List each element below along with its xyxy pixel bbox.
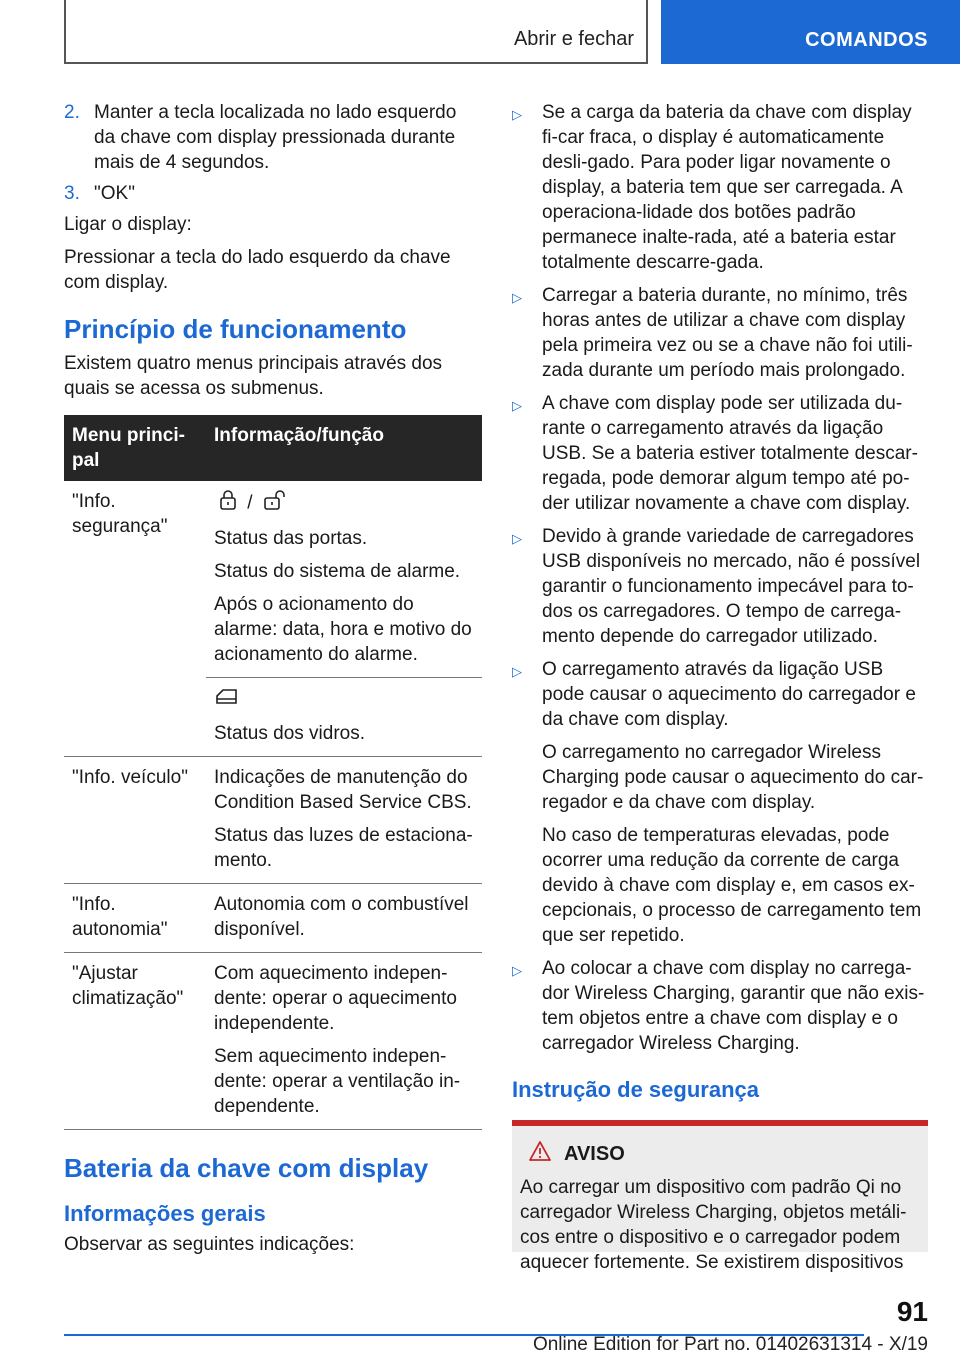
bullet-arrow-icon: ▷: [512, 107, 522, 122]
warning-title: [520, 1140, 920, 1169]
table-row: [64, 884, 482, 953]
icon-separator: /: [247, 492, 253, 514]
footer-edition: Online Edition for Part no. 01402631314 - X/19: [532, 1334, 928, 1355]
bullet-text: Carregar a bateria durante, no mínimo, três horas antes de utilizar a chave com display pela primeira vez ou se a chave não foi utili-zada durante um período mais prolongado.: [542, 285, 913, 381]
menu-table: [64, 415, 482, 1130]
table-cell-menu: "Info. autonomia": [64, 884, 206, 953]
lock-closed-icon: [218, 489, 238, 518]
table-cell-menu: "Info. veículo": [64, 757, 206, 884]
bullet-arrow-icon: ▷: [512, 398, 522, 413]
table-cell-info: [206, 481, 482, 678]
table-header-info: Informação/função: [206, 415, 482, 481]
table-header-row: [64, 415, 482, 481]
info-text: Sem aquecimento indepen-dente: operar a ventilação in-dependente.: [214, 1046, 461, 1117]
bullet-text: A chave com display pode ser utilizada du-rante o carregamento através da ligação USB. Se a bateria estiver totalmente descar-regada, pode demorar algum tempo até po-der utilizar novamente a chave com display.: [542, 393, 918, 514]
header-chapter-tab: [661, 0, 960, 64]
table-row: [64, 481, 482, 678]
table-cell-info: [206, 678, 482, 757]
bullet-text: Devido à grande variedade de carregadores USB disponíveis no mercado, não é possível garantir o funcionamento impecável para to-dos os carregadores. O tempo de carrega-mento depende do carregador utilizado.: [542, 526, 921, 647]
info-text: Autonomia com o combustível disponível.: [214, 894, 469, 940]
bullet-item: [512, 657, 928, 948]
info-text: Após o acionamento do alarme: data, hora e motivo do acionamento do alarme.: [214, 594, 472, 665]
info-text: Indicações de manutenção do Condition Based Service CBS.: [214, 767, 472, 813]
lock-open-icon: [262, 489, 290, 518]
table-cell-info: [206, 884, 482, 953]
header-section-tab: [64, 0, 648, 64]
info-text: Status das luzes de estaciona-mento.: [214, 825, 473, 871]
bullet-text: O carregamento no carregador Wireless Charging pode causar o aquecimento do car-regador e da chave com display.: [542, 742, 924, 813]
header-section-label: Abrir e fechar: [513, 28, 634, 50]
bullet-item: [512, 956, 928, 1056]
bullet-arrow-icon: ▷: [512, 531, 522, 546]
bullet-arrow-icon: ▷: [512, 664, 522, 679]
table-header-menu: Menu princi-pal: [64, 415, 206, 481]
bullet-text: Se a carga da bateria da chave com display fi-car fraca, o display é automaticamente desli-gado. Para poder ligar novamente o display, a bateria tem que ser carregada. A operaciona-lidade dos botões padrão permanece inalte-rada, até a bateria estar totalmente descarre-gada.: [542, 102, 912, 273]
bullet-text: No caso de temperaturas elevadas, pode ocorrer uma redução da corrente de carga devido à chave com display e, em casos ex-cepcionais, o processo de carregamento tem que ser repetido.: [542, 825, 922, 946]
warning-triangle-icon: [520, 1140, 564, 1169]
paragraph: Existem quatro menus principais através dos quais se acessa os submenus.: [64, 353, 443, 399]
bullet-arrow-icon: ▷: [512, 290, 522, 305]
bullet-item: [512, 524, 928, 649]
page-number: 91: [896, 1296, 928, 1327]
step-number: 2.: [64, 102, 80, 123]
info-text: Com aquecimento indepen-dente: operar o aquecimento independente.: [214, 963, 457, 1034]
step-item: [64, 100, 482, 175]
step-text: Manter a tecla localizada no lado esquerdo da chave com display pressionada durante mais de 4 segundos.: [94, 102, 457, 173]
info-text: Status das portas.: [214, 528, 368, 549]
warning-box: [512, 1120, 928, 1273]
header-chapter-label: COMANDOS: [805, 29, 928, 51]
table-cell-info: [206, 953, 482, 1130]
bullet-text: Ao colocar a chave com display no carrega-dor Wireless Charging, garantir que não exis-tem objetos entre a chave com display e o carregador Wireless Charging.: [542, 958, 925, 1054]
door-icons-line: [214, 489, 474, 518]
bullet-item: [512, 100, 928, 275]
info-text: Status do sistema de alarme.: [214, 561, 461, 582]
left-column: [64, 100, 482, 1265]
bullet-arrow-icon: ▷: [512, 963, 522, 978]
heading-battery: Bateria da chave com display: [64, 1153, 429, 1183]
table-row: [64, 757, 482, 884]
table-cell-menu: "Ajustar climatização": [64, 953, 206, 1130]
step-number: 3.: [64, 183, 80, 204]
table-row: [64, 953, 482, 1130]
table-cell-menu: "Info. segurança": [64, 481, 206, 757]
step-text: "OK": [94, 183, 135, 204]
bullet-text-group: [542, 657, 928, 948]
right-column: [512, 100, 928, 1273]
warning-text: Ao carregar um dispositivo com padrão Qi no carregador Wireless Charging, objetos metáli-cos entre o dispositivo e o carregador podem aquecer fortemente. Se existirem dispositivos: [520, 1177, 907, 1273]
paragraph: Pressionar a tecla do lado esquerdo da chave com display.: [64, 247, 451, 293]
bullet-item: [512, 391, 928, 516]
heading-general-info: Informações gerais: [64, 1201, 266, 1226]
heading-principle: Princípio de funcionamento: [64, 314, 407, 344]
info-text: Status dos vidros.: [214, 723, 366, 744]
warning-label: AVISO: [564, 1143, 625, 1165]
heading-safety: Instrução de segurança: [512, 1077, 759, 1102]
car-window-icon: [214, 686, 240, 713]
bullet-text: O carregamento através da ligação USB pode causar o aquecimento do carregador e da chave com display.: [542, 659, 916, 730]
table-cell-info: [206, 757, 482, 884]
step-item: [64, 181, 482, 206]
window-icon-line: [214, 686, 474, 713]
paragraph: Observar as seguintes indicações:: [64, 1234, 355, 1255]
paragraph: Ligar o display:: [64, 214, 192, 235]
bullet-item: [512, 283, 928, 383]
